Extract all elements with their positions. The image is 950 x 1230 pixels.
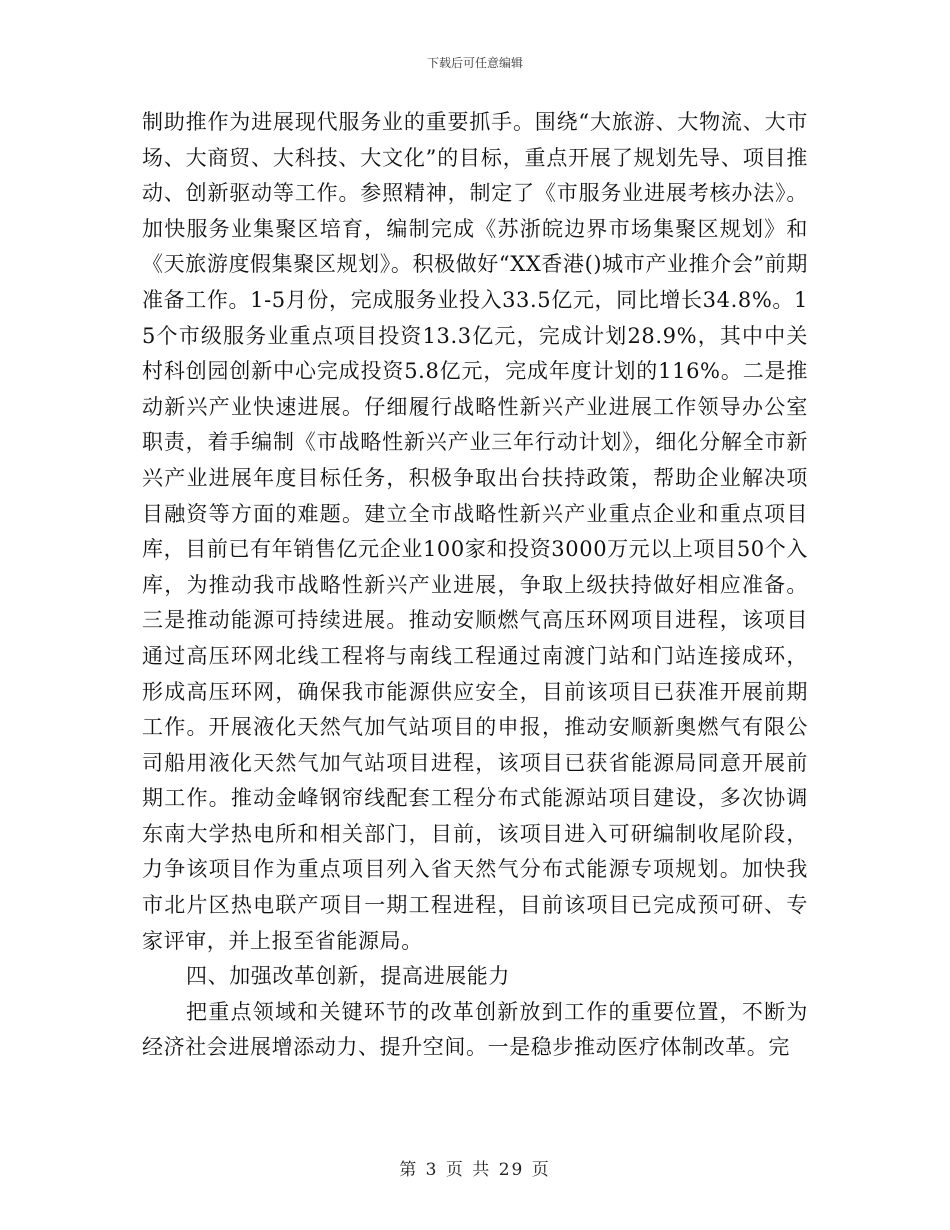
page-header-note: 下载后可任意编辑 [426,56,523,70]
body-paragraph: 制助推作为进展现代服务业的重要抓手。围绕“大旅游、大物流、大市场、大商贸、大科技、大文化”的目标，重点开展了规划先导、项目推动、创新驱动等工作。参照精神，制定了《市服务业进展考核办法》。加快服务业集聚区培育，编制完成《苏浙皖边界市场集聚区规划》和《天旅游度假集聚区规划》。积极做好“XX香港()城市产业推介会”前期准备工作。1-5月份，完成服务业投入33.5亿元，同比增长34.8%。15个市级服务业重点项目投资13.3亿元，完成计划28.9%，其中中关村科创园创新中心完成投资5.8亿元，完成年度计划的116%。二是推动新兴产业快速进展。仔细履行战略性新兴产业进展工作领导办公室职责，着手编制《市战略性新兴产业三年行动计划》，细化分解全市新兴产业进展年度目标任务，积极争取出台扶持政策，帮助企业解决项目融资等方面的难题。建立全市战略性新兴产业重点企业和重点项目库，目前已有年销售亿元企业100家和投资3000万元以上项目50个入库，为推动我市战略性新兴产业进展，争取上级扶持做好相应准备。三是推动能源可持续进展。推动安顺燃气高压环网项目进程，该项目通过高压环网北线工程将与南线工程通过南渡门站和门站连接成环，形成高压环网，确保我市能源供应安全，目前该项目已获准开展前期工作。开展液化天然气加气站项目的申报，推动安顺新奥燃气有限公司船用液化天然气加气站项目进程，该项目已获省能源局同意开展前期工作。推动金峰钢帘线配套工程分布式能源站项目建设，多次协调东南大学热电所和相关部门，目前，该项目进入可研编制收尾阶段，力争该项目作为重点项目列入省天然气分布式能源专项规划。加快我市北片区热电联产项目一期工程进程，目前该项目已完成预可研、专家评审，并上报至省能源局。 [142,110,808,953]
body-paragraph: 把重点领域和关键环节的改革创新放到工作的重要位置，不断为经济社会进展增添动力、提升空间。一是稳步推动医疗体制改革。完 [142,999,808,1060]
page-number: 第 3 页 共 29 页 [399,1160,551,1180]
document-body [142,105,808,1066]
section-heading: 四、加强改革创新，提高进展能力 [186,964,510,989]
